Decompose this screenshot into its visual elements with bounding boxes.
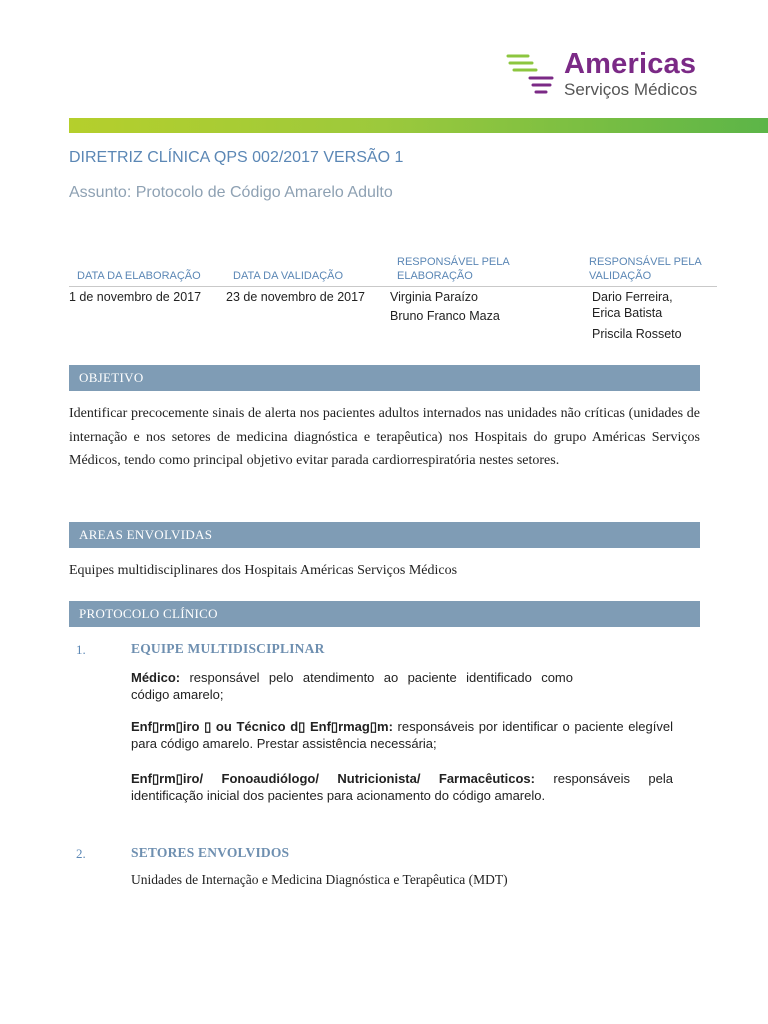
header-resp-elaboration: [397, 255, 510, 283]
value-resp-elaboration: [390, 288, 500, 326]
value-validation-date: 23 de novembro de 2017: [226, 290, 365, 304]
role-description: responsáveis pela identificação inicial dos pacientes para acionamento do código amarelo.: [131, 771, 673, 803]
header-resp-validation: [589, 255, 702, 283]
setores-text: Unidades de Internação e Medicina Diagnóstica e Terapêutica (MDT): [131, 872, 508, 887]
section-header-protocolo: [69, 601, 700, 627]
role-label: Enf▯rm▯iro/ Fonoaudiólogo/ Nutricionista/ Farmacêuticos:: [131, 771, 535, 786]
value-elaboration-date: 1 de novembro de 2017: [69, 290, 202, 304]
header-resp-elaboration-line1: RESPONSÁVEL PELA: [397, 256, 510, 268]
table-divider: [69, 286, 717, 287]
header-resp-elaboration-line2: ELABORAÇÃO: [397, 270, 473, 282]
document-title: DIRETRIZ CLÍNICA QPS 002/2017 VERSÃO 1: [69, 149, 404, 166]
section-header-objetivo: [69, 365, 700, 391]
header-gradient-bar: [69, 118, 768, 133]
role-description: responsáveis por identificar o paciente elegível para código amarelo. Prestar assistência necessária;: [131, 719, 674, 751]
resp-elaboration-name: Bruno Franco Maza: [390, 309, 500, 323]
header-elaboration-date: DATA DA ELABORAÇÃO: [77, 270, 201, 282]
section-title: PROTOCOLO CLÍNICO: [79, 606, 218, 621]
logo-mark-icon: [506, 52, 558, 96]
section-title: OBJETIVO: [79, 370, 144, 385]
header-resp-validation-line2: VALIDAÇÃO: [589, 270, 652, 282]
subsection-heading: EQUIPE MULTIDISCIPLINAR: [131, 641, 325, 656]
item-number: 2.: [76, 846, 86, 861]
value-resp-validation: [592, 289, 682, 342]
header-validation-date: DATA DA VALIDAÇÃO: [233, 270, 344, 282]
resp-validation-name: Dario Ferreira,: [592, 290, 673, 304]
section-title: AREAS ENVOLVIDAS: [79, 527, 213, 542]
role-entry: [131, 669, 573, 703]
company-logo: [506, 48, 706, 100]
subsection-heading: SETORES ENVOLVIDOS: [131, 845, 290, 860]
objetivo-text: Identificar precocemente sinais de alerta nos pacientes adultos internados nas unidades não críticas (unidades de internação e nos setores de medicina diagnóstica e terapêutica) nos Hospitais do grupo Américas Serviços Médicos, tendo como principal objetivo evitar parada cardiorrespiratória nestes setores.: [69, 406, 700, 468]
role-label: Médico:: [131, 670, 181, 685]
resp-validation-name: Erica Batista: [592, 306, 663, 320]
logo-name: Americas: [564, 48, 697, 80]
document-subject: Assunto: Protocolo de Código Amarelo Adulto: [69, 184, 393, 201]
role-label: Enf▯rm▯iro ▯ ou Técnico d▯ Enf▯rmag▯m:: [131, 719, 393, 734]
item-number: 1.: [76, 642, 86, 657]
areas-text: Equipes multidisciplinares dos Hospitais Américas Serviços Médicos: [69, 563, 458, 578]
role-entry: [131, 718, 673, 752]
role-entry: [131, 770, 673, 804]
role-description: responsável pelo atendimento ao paciente identificado como código amarelo;: [131, 670, 573, 702]
header-resp-validation-line1: RESPONSÁVEL PELA: [589, 256, 702, 268]
resp-validation-name: Priscila Rosseto: [592, 327, 682, 341]
logo-subtitle: Serviços Médicos: [564, 80, 698, 99]
section-header-areas: [69, 522, 700, 548]
resp-elaboration-name: Virginia Paraízo: [390, 290, 479, 304]
